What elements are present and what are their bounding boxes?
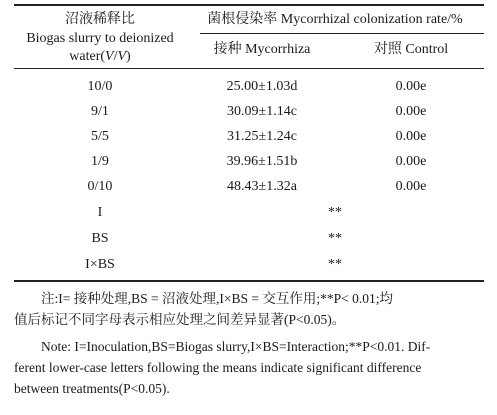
note-cn-line-2: 值后标记不同字母表示相应处理之间差异显著(P<0.05)。 <box>14 312 346 327</box>
header-ratio-en-2: water(V/V) <box>69 49 131 64</box>
row-mycorrhiza: 39.96±1.51b <box>226 154 298 169</box>
row-control: 0.00e <box>395 154 427 169</box>
row-control: 0.00e <box>395 129 427 144</box>
row-ratio: 10/0 <box>87 79 113 94</box>
row-ratio: 5/5 <box>91 129 109 144</box>
header-col-control: 对照 Control <box>373 42 449 57</box>
header-rate-title: 菌根侵染率 Mycorrhizal colonization rate/% <box>207 12 463 27</box>
row-ratio: 9/1 <box>91 104 109 119</box>
row-ratio: 1/9 <box>91 154 109 169</box>
header-rule <box>14 68 484 69</box>
header-col-mycorrhiza: 接种 Mycorrhiza <box>213 42 311 57</box>
table-notes <box>14 288 486 399</box>
effect-label: I×BS <box>85 257 115 272</box>
row-control: 0.00e <box>395 104 427 119</box>
effect-significance: ** <box>328 231 342 246</box>
row-mycorrhiza: 48.43±1.32a <box>227 179 297 194</box>
effect-label: I <box>97 205 103 220</box>
note-en-line-3: between treatments(P<0.05). <box>14 381 170 396</box>
header-sub-rule <box>200 33 484 34</box>
row-ratio: 0/10 <box>87 179 113 194</box>
effect-significance: ** <box>328 205 342 220</box>
row-mycorrhiza: 30.09±1.14c <box>227 104 297 119</box>
note-en-line-1: Note: I=Inoculation,BS=Biogas slurry,I×BS=Interaction;**P<0.01. Dif- <box>41 339 431 354</box>
header-ratio-en-1: Biogas slurry to deionized <box>26 31 174 46</box>
effect-significance: ** <box>328 257 342 272</box>
note-cn-line-1: 注:I= 接种处理,BS = 沼液处理,I×BS = 交互作用;**P< 0.01;均 <box>41 291 393 306</box>
bottom-rule <box>14 280 484 282</box>
row-mycorrhiza: 31.25±1.24c <box>227 129 297 144</box>
row-control: 0.00e <box>395 179 427 194</box>
effect-label: BS <box>91 231 109 246</box>
row-control: 0.00e <box>395 79 427 94</box>
row-mycorrhiza: 25.00±1.03d <box>226 79 298 94</box>
note-en-line-2: ferent lower-case letters following the means indicate significant difference <box>14 360 422 375</box>
top-rule <box>14 4 484 6</box>
header-ratio-cn: 沼液稀释比 <box>65 12 135 27</box>
